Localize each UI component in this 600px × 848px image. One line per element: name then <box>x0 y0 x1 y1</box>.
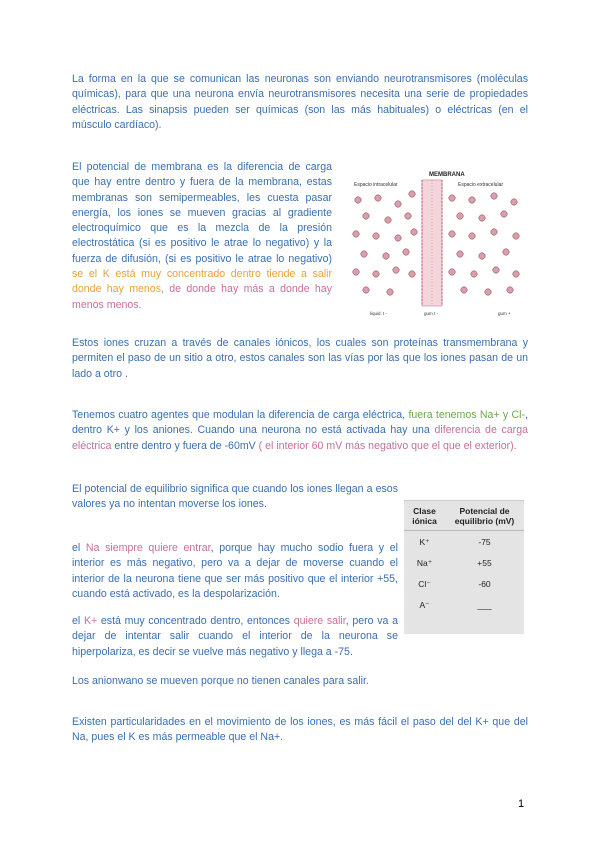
table-cell-value: -75 <box>478 537 491 547</box>
extracellular-label: Espacio extracelular <box>458 182 504 188</box>
potassium-prefix: el <box>72 615 84 627</box>
paragraph-permeability: Existen particularidades en el movimiento de los iones, es más fácil el paso del del K+ que del Na, pues el K es más permeable que el Na+. <box>72 716 528 744</box>
resting-value-text: entre dentro y fuera de -60mV <box>111 439 259 452</box>
paragraph-potassium <box>72 614 398 660</box>
paragraph-ion-channels: Estos iones cruzan a través de canales iónicos, los cuales son proteínas transmembrana y permiten el paso de un sitio a otro, estos canales son las vías por las que los iones pasan de un lado a otro . <box>72 337 528 380</box>
potassium-concentrated-text: está muy concentrado dentro, entonces <box>97 615 294 627</box>
potassium-detail-text: , pero va a dejar de intentar salir cuando el interior de la neurona se hiperpolariza, es decir se vuelve más negativo y llega a -75. <box>72 615 398 658</box>
table-cell-ion: K⁺ <box>419 537 430 547</box>
paragraph-anions: Los anionwano se mueven porque no tienen canales para salir. <box>72 675 369 687</box>
membrane-diagram <box>348 170 528 318</box>
potassium-symbol: K+ <box>83 615 98 627</box>
table-header-potential: Potencial de equilibrio (mV) <box>454 506 515 526</box>
sodium-detail-text: , porque hay mucho sodio fuera y el interior es más negativo, pero va a dejar de moverse cuando el interior de la neurona tiene que ser más positivo que el interior +55, cuando está activado, es la despolarización. <box>72 542 398 600</box>
k-concentration-text: se el K está muy concentrado dentro tiende a salir donde hay menos <box>72 268 332 296</box>
diagram-bottom-left: liquid. t - <box>370 311 388 316</box>
table-cell-value: ___ <box>477 600 492 610</box>
page-number: 1 <box>518 798 525 810</box>
sodium-enters-text: Na siempre quiere entrar <box>85 542 211 554</box>
ions-extracellular <box>449 193 519 295</box>
diagram-bottom-mid: gum t - <box>424 311 439 316</box>
interior-note-text: ( el interior 60 mV más negativo que el que el exterior). <box>258 439 517 452</box>
paragraph-intro: La forma en la que se comunican las neuronas son enviando neurotransmisores (moléculas químicas), para que una neurona envía neurotransmisores necesita una serie de propiedades eléctricas. Las sinapsis pueden ser químicas (son las más habituales) o eléctricas (en el músculo cardíaco). <box>72 73 528 131</box>
outside-ions-text: fuera tenemos Na+ y Cl- <box>408 409 526 421</box>
table-header-ion: Clase iónica <box>412 506 437 526</box>
diagram-bottom-right: gum + <box>498 311 511 316</box>
charge-difference-text: diferencia de carga eléctrica <box>72 424 528 452</box>
membrane-text: El potencial de membrana es la diferencia de carga que hay entre dentro y fuera de la membrana, estas membranas son semipermeables, les cuesta pasar energía, los iones se mueven gracias al gradiente electroquímico que es la mezcla de la presión electrostática (si es positivo le atrae lo negativo) y la fuerza de difusión, (si es positivo le atrae lo negativo) <box>72 161 332 265</box>
table-cell-ion: Na⁺ <box>416 558 433 568</box>
sodium-prefix: el <box>72 542 86 554</box>
table-row <box>404 552 524 573</box>
ions-intracellular <box>353 191 417 295</box>
potassium-wants-out-text: quiere salir <box>293 615 346 627</box>
inside-ions-text: , dentro K+ y los aniones. Cuando una neurona no está activada hay una <box>72 409 529 437</box>
equilibrium-table <box>404 500 524 634</box>
paragraph-sodium <box>72 541 398 602</box>
table-cell-ion: A⁻ <box>419 600 430 610</box>
table-row <box>404 531 524 553</box>
table-cell-value: -60 <box>478 579 491 589</box>
paragraph-four-agents <box>72 408 528 454</box>
table-row <box>404 573 524 594</box>
table-row <box>404 594 524 615</box>
agents-text: Tenemos cuatro agentes que modulan la diferencia de carga eléctrica, <box>72 409 409 421</box>
intracellular-label: Espacio intracelular <box>354 182 398 188</box>
membrane-title: MEMBRANA <box>429 172 465 178</box>
diffusion-text: , de donde hay más a donde hay menos menos. <box>72 283 332 311</box>
table-cell-ion: Cl⁻ <box>418 579 431 589</box>
paragraph-equilibrium: El potencial de equilibrio significa que cuando los iones llegan a esos valores ya no intentan moverse los iones. <box>72 483 398 511</box>
paragraph-membrane-potential <box>72 160 332 313</box>
table-cell-value: +55 <box>477 558 492 568</box>
